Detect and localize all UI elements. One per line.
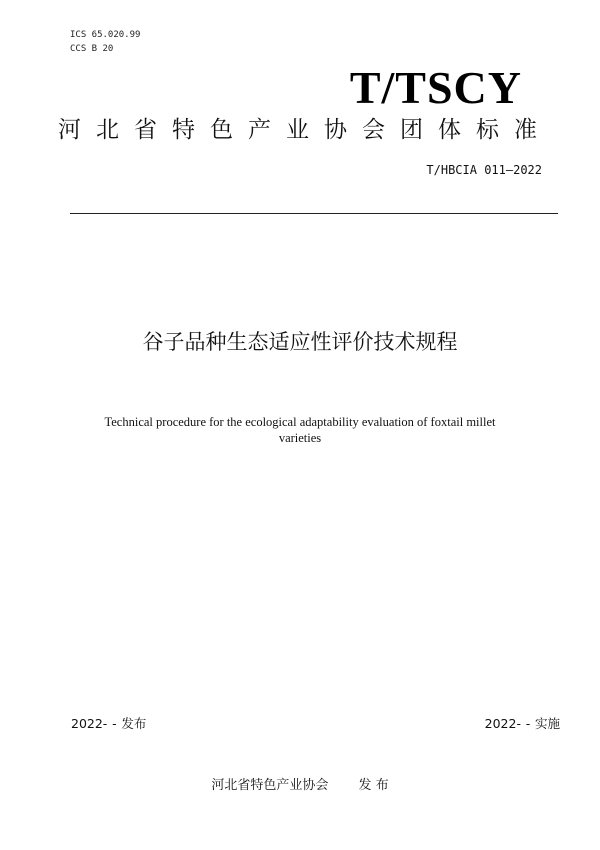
publish-year: 2022- xyxy=(71,716,108,731)
classification-codes xyxy=(70,28,140,56)
ccs-code: CCS B 20 xyxy=(70,44,114,54)
organization-standard-title: 河北省特色产业协会团体标准 xyxy=(58,117,552,143)
publisher-line xyxy=(0,777,600,795)
standard-number: T/HBCIA 011—2022 xyxy=(426,163,542,177)
document-title-english xyxy=(80,414,520,446)
standard-series-logo: T/TSCY xyxy=(349,62,522,113)
publisher-action: 发 布 xyxy=(358,778,389,793)
publish-date-separator: - xyxy=(112,716,117,731)
implementation-year: 2022- xyxy=(484,716,521,731)
header-divider xyxy=(70,213,558,214)
english-title-line-1: Technical procedure for the ecological adaptability evaluation of foxtail millet xyxy=(104,415,496,429)
publish-label: 发布 xyxy=(121,716,147,731)
implementation-date xyxy=(485,716,560,732)
document-title-chinese: 谷子品种生态适应性评价技术规程 xyxy=(142,330,458,354)
implementation-date-separator: - xyxy=(525,716,531,731)
implementation-label: 实施 xyxy=(534,716,560,731)
publish-date xyxy=(71,716,146,732)
publisher-name: 河北省特色产业协会 xyxy=(211,778,329,793)
english-title-line-2: varieties xyxy=(278,431,322,445)
ics-code: ICS 65.020.99 xyxy=(70,30,141,40)
